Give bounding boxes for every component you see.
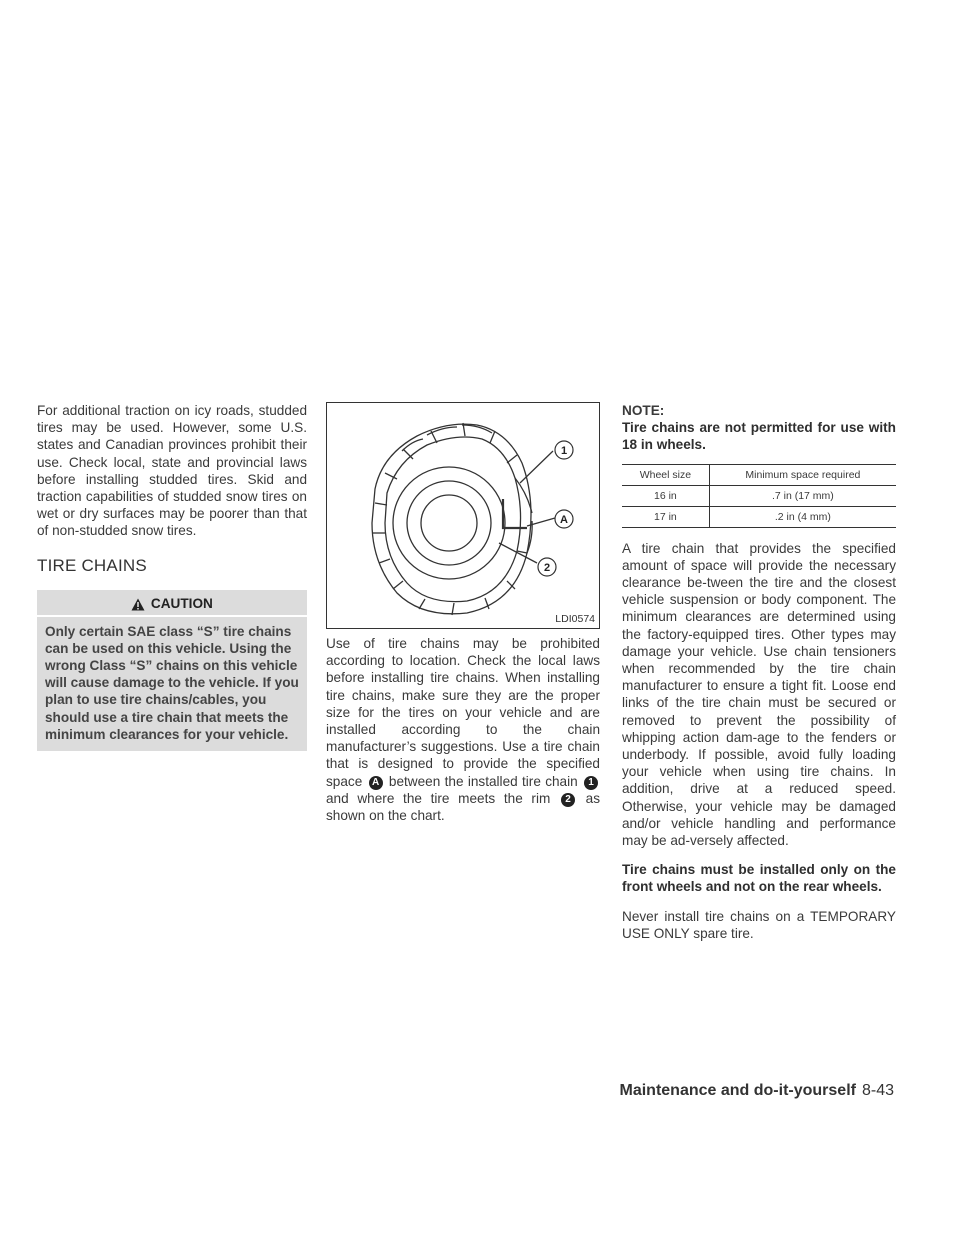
table-cell: 17 in: [622, 506, 709, 527]
page-footer: [620, 1082, 895, 1100]
table-cell: .2 in (4 mm): [709, 506, 896, 527]
figure-code: LDI0574: [555, 613, 595, 625]
note-bold-text: Tire chains are not permitted for use with 18 in wheels.: [622, 420, 896, 453]
caution-header: [37, 590, 307, 617]
tire-chain-figure: [326, 402, 600, 629]
chain-installation-paragraph: [326, 635, 600, 824]
table-header-row: [622, 464, 896, 485]
para-part-c: and where the tire meets the rim: [326, 790, 551, 806]
figure-label-a: A: [560, 514, 568, 526]
table-cell: .7 in (17 mm): [709, 485, 896, 506]
clearance-table: [622, 464, 896, 528]
footer-section-title: Maintenance and do-it-yourself: [619, 1082, 856, 1099]
page-number: 8-43: [861, 1082, 894, 1099]
table-row: [622, 485, 896, 506]
left-column: [37, 402, 307, 751]
right-column: [622, 402, 896, 942]
spare-tire-paragraph: Never install tire chains on a TEMPORARY USE ONLY spare tire.: [622, 908, 896, 941]
figure-label-2: 2: [543, 562, 551, 574]
section-heading: TIRE CHAINS: [37, 555, 147, 575]
middle-column: [326, 402, 600, 824]
ref-1-badge: 1: [584, 776, 598, 790]
table-header-min-space: Minimum space required: [709, 464, 896, 485]
para-part-a: Use of tire chains may be prohibited according to location. Check the local laws before installing tire chains. When installing tire chains, make sure they are the proper size for the tires on your vehicle and are installed according to the chain manufacturer’s suggestions. Use a tire chain that is designed to provide the specified space: [326, 636, 600, 789]
intro-paragraph: For additional traction on icy roads, studded tires may be used. However, some U.S. states and Canadian provinces prohibit their use. Check local, state and provincial laws before installing studded tires. Skid and traction capabilities of studded snow tires on wet or dry surfaces may be poorer than that of non-studded snow tires.: [37, 403, 307, 539]
para-part-b: between the installed tire chain: [388, 773, 578, 789]
warning-icon: [131, 598, 145, 611]
ref-a-badge: A: [369, 776, 383, 790]
caution-text: Only certain SAE class “S” tire chains can be used on this vehicle. Using the wrong Class “S” chains on this vehicle will cause damage to the vehicle. If you plan to use tire chains/cables, you should use a tire chain that meets the minimum clearances for your vehicle.: [45, 623, 299, 742]
ref-2-badge: 2: [561, 793, 575, 807]
note-heading: NOTE:: [622, 403, 665, 418]
table-row: [622, 506, 896, 527]
caution-title: CAUTION: [150, 595, 213, 611]
para-part-d: as shown on the chart.: [326, 790, 600, 824]
table-header-wheel-size: Wheel size: [622, 464, 709, 485]
tire-chain-illustration: [327, 403, 599, 628]
front-wheels-warning: Tire chains must be installed only on the front wheels and not on the rear wheels.: [622, 862, 896, 895]
table-cell: 16 in: [622, 485, 709, 506]
figure-label-1: 1: [560, 445, 568, 457]
caution-box: [37, 590, 307, 751]
clearance-paragraph: A tire chain that provides the specified amount of space will provide the necessary clearance be-tween the tire and the closest vehicle suspension or body component. The minimum clearances are determined using the factory-equipped tires. Other types may damage your vehicle. Use chain tensioners when recommended by the tire chain manufacturer to ensure a tight fit. Loose end links of the tire chain must be secured or removed to prevent the possibility of whipping action dam-age to the fenders or underbody. If possible, avoid fully loading your vehicle when using tire chains. In addition, drive at a reduced speed. Otherwise, your vehicle may be damaged and/or vehicle handling and performance may be ad-versely affected.: [622, 540, 896, 849]
